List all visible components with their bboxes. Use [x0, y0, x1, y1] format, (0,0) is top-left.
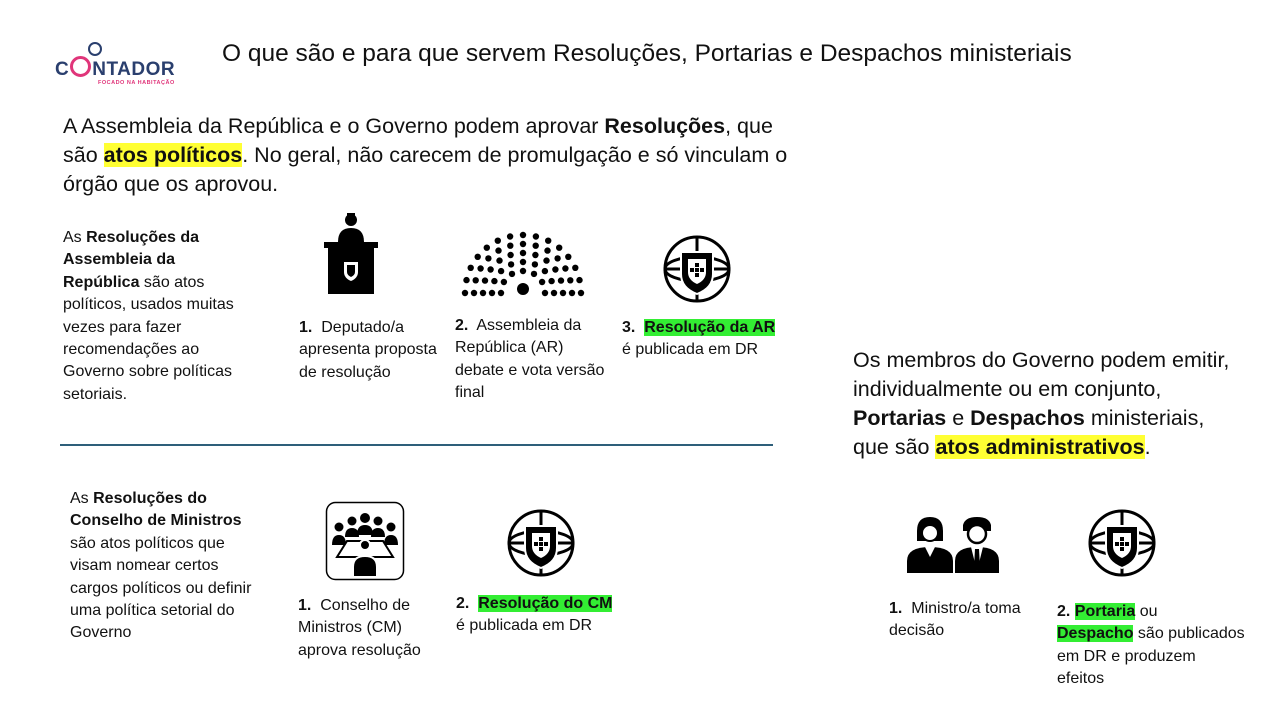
- cm-step-1: 1. Conselho de Ministros (CM) aprova resolução: [298, 597, 421, 659]
- logo-speech-bubble-icon: [70, 56, 91, 77]
- portugal-coat-of-arms-icon: [1087, 508, 1157, 578]
- ar-step-1: 1. Deputado/a apresenta proposta de resolução: [299, 319, 437, 381]
- parliament-hemicycle-icon: [460, 230, 586, 300]
- logo-tagline: FOCADO NA HABITAÇÃO: [98, 80, 175, 86]
- gov-step-2: 2. Portaria ou Despacho são publicados em DR e produzem efeitos: [1057, 603, 1245, 688]
- ar-description: As Resoluções da Assembleia da República são atos políticos, usados muitas vezes para fazer recomendações ao Governo sobre políticas setoriais.: [63, 229, 234, 403]
- cm-step-2: 2. Resolução do CM é publicada em DR: [456, 595, 613, 635]
- intro-portarias-despachos: Os membros do Governo podem emitir, individualmente ou em conjunto, Portarias e Despachos ministeriais, que são atos administrativos.: [853, 348, 1230, 459]
- cm-description: As Resoluções do Conselho de Ministros são atos políticos que visam nomear certos cargos políticos ou definir uma política setorial do Governo: [70, 490, 252, 642]
- intro-resolucoes: A Assembleia da República e o Governo podem aprovar Resoluções, que são atos políticos. No geral, não carecem de promulgação e só vinculam o órgão que os aprovou.: [63, 114, 788, 196]
- portugal-coat-of-arms-icon: [662, 234, 732, 304]
- logo: [52, 40, 192, 96]
- section-divider: [60, 444, 773, 446]
- ar-step-3: 3. Resolução da AR é publicada em DR: [622, 319, 776, 359]
- logo-circle-icon: [88, 42, 102, 56]
- gov-step-1: 1. Ministro/a toma decisão: [889, 600, 1021, 640]
- ministers-icon: [905, 515, 999, 575]
- ar-step-2: 2. Assembleia da República (AR) debate e vota versão final: [455, 317, 605, 402]
- logo-wordmark: C NTADOR: [55, 56, 175, 81]
- council-meeting-icon: [325, 501, 405, 581]
- podium-speaker-icon: [322, 212, 380, 296]
- portugal-coat-of-arms-icon: [506, 508, 576, 578]
- page-title: O que são e para que servem Resoluções, Portarias e Despachos ministeriais: [222, 40, 1072, 67]
